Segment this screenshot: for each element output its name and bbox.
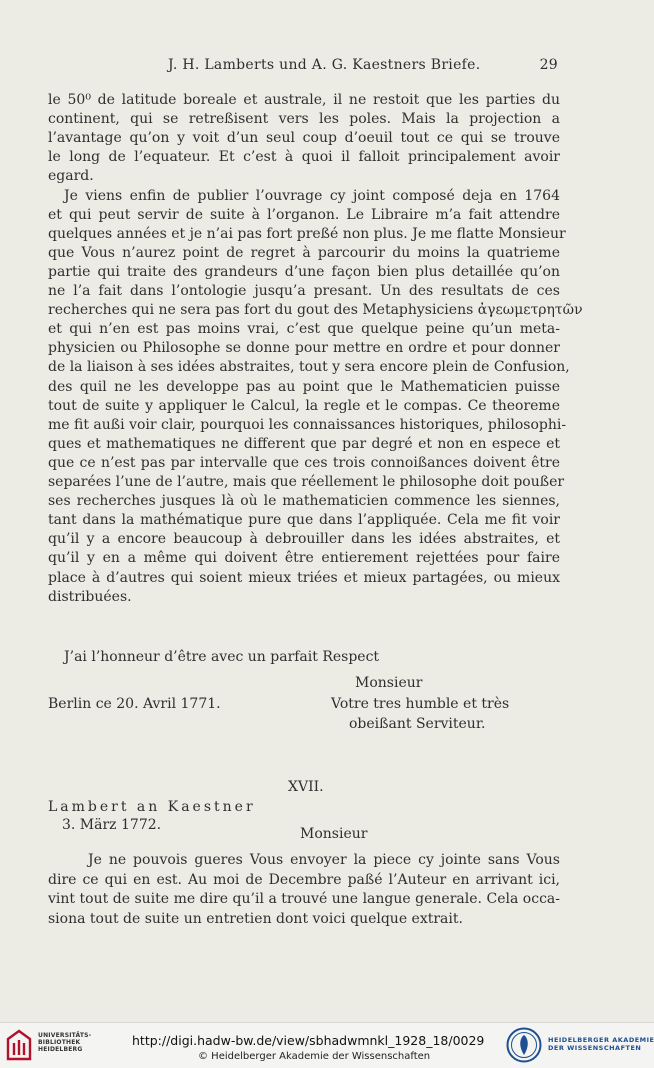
text-line: qu’il y a encore beaucoup à debrouiller dans les idées abstraites, et: [48, 531, 560, 548]
closing-line: J’ai l’honneur d’être avec un parfait Respect: [64, 649, 380, 665]
academy-seal-icon: [506, 1027, 542, 1063]
text-line: Je ne pouvois gueres Vous envoyer la piece cy jointe sans Vous: [88, 852, 560, 868]
text-line: place à d’autres qui soient mieux triées et mieux partagées, ou mieux: [48, 569, 560, 586]
text-line: de la liaison à ses idées abstraites, tout y sera encore plein de Confusion,: [48, 359, 570, 376]
letter2-salutation: Monsieur: [300, 826, 368, 842]
text-line: partie qui traite des grandeurs d’une façon bien plus detaillée qu’on: [48, 263, 560, 280]
salutation-monsieur: Monsieur: [355, 675, 423, 691]
text-line: recherches qui ne sera pas fort du gout des Metaphysiciens ἀγεωμετρητῶν: [48, 302, 583, 319]
signature-line-1: Votre tres humble et très: [331, 696, 510, 712]
place-date: Berlin ce 20. Avril 1771.: [48, 696, 221, 712]
text-line: continent, qui se retreßisent vers les poles. Mais la projection a: [48, 111, 560, 128]
letter-date: 3. März 1772.: [62, 817, 162, 833]
text-line: ne l’a fait dans l’ontologie jusqu’a presant. Un des resultats de ces: [48, 283, 560, 299]
text-line: separées l’une de l’autre, mais que réellement le philosophe doit poußer: [48, 474, 565, 490]
text-line: tant dans la mathématique pure que dans l’appliquée. Cela me fit voir: [48, 512, 560, 529]
header-title: J. H. Lamberts und A. G. Kaestners Briefe.: [168, 57, 481, 73]
text-line: tout de suite y appliquer le Calcul, la regle et le compas. Ce theoreme: [48, 397, 560, 414]
text-line: le 50⁰ de latitude boreale et australe, il ne restoit que les parties du: [48, 92, 560, 108]
text-line: des quil ne les developpe pas au point que le Mathematicien puisse: [48, 378, 560, 395]
library-logo-icon: [6, 1029, 32, 1061]
text-line: le long de l’equateur. Et c’est à quoi il falloit principalement avoir: [48, 149, 560, 166]
text-line: siona tout de suite un entretien dont voici quelque extrait.: [48, 910, 463, 927]
text-line: et qui peut servir de suite à l’organon. Le Libraire m’a fait attendre: [48, 206, 560, 223]
text-line: ques et mathematiques ne different que par degré et non en espece et: [48, 435, 560, 452]
letter-number: XVII.: [288, 779, 324, 795]
letter-heading: Lambert an Kaestner: [48, 799, 256, 815]
text-line: me fit außi voir clair, pourquoi les connaissances historiques, philosophi-: [48, 416, 567, 433]
permalink[interactable]: http://digi.hadw-bw.de/view/sbhadwmnkl_1928_18/0029: [132, 1033, 485, 1048]
text-line: dire ce qui en est. Au moi de Decembre paßé l’Auteur en arrivant ici,: [48, 871, 560, 888]
text-line: vint tout de suite me dire qu’il a trouvé une langue generale. Cela occa-: [48, 891, 560, 907]
text-line: ses recherches jusques là où le mathematicien commence les siennes,: [48, 493, 560, 510]
text-line: l’avantage qu’on y voit d’un seul coup d’oeuil tout ce qui se trouve: [48, 130, 560, 147]
text-line: physicien ou Philosophe se donne pour mettre en ordre et pour donner: [48, 340, 560, 357]
text-line: Je viens enfin de publier l’ouvrage cy joint composé deja en 1764: [64, 187, 560, 204]
running-header: [0, 57, 654, 77]
text-line: quelques années et je n’ai pas fort preßé non plus. Je me flatte Monsieur: [48, 225, 566, 242]
text-line: que Vous n’aurez point de regret à parcourir du moins la quatrieme: [48, 244, 560, 261]
academy-name: HEIDELBERGER AKADEMIE DER WISSENSCHAFTEN: [548, 1036, 654, 1052]
signature-line-2: obeißant Serviteur.: [349, 716, 486, 732]
text-line: qu’il y en a même qui doivent être entierement rejettées pour faire: [48, 550, 560, 567]
library-name: UNIVERSITÄTS- BIBLIOTHEK HEIDELBERG: [38, 1032, 92, 1053]
text-line: egard.: [48, 168, 94, 185]
text-line: que ce n’est pas par intervalle que ces trois connoißances doivent être: [48, 454, 560, 471]
text-line: et qui n’en est pas moins vrai, c’est que quelque peine qu’un meta-: [48, 321, 560, 338]
text-line: distribuées.: [48, 588, 132, 605]
footer-bar: [0, 1022, 654, 1068]
copyright: © Heidelberger Akademie der Wissenschaften: [198, 1051, 431, 1062]
page-number: 29: [539, 57, 558, 73]
